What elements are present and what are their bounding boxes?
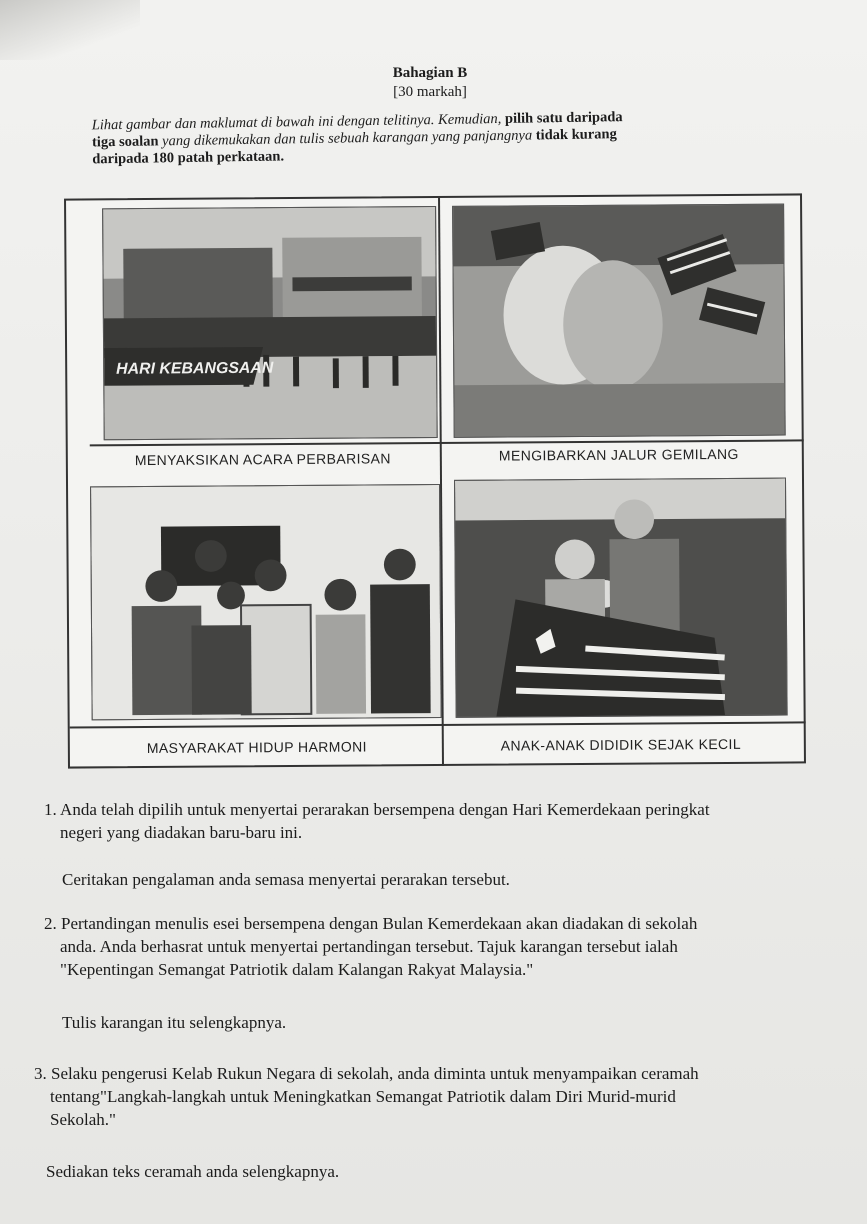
section-title: Bahagian B <box>392 65 468 81</box>
caption-parade: MENYAKSIKAN ACARA PERBARISAN <box>134 450 391 469</box>
flag-waving-photo <box>453 205 785 437</box>
question-2-instruction: Tulis karangan itu selengkapnya. <box>62 1013 287 1032</box>
caption-flag-waving: MENGIBARKAN JALUR GEMILANG <box>498 445 739 464</box>
parade-photo <box>103 207 437 439</box>
picture-flag-waving <box>452 204 786 438</box>
instructions-line-3: daripada 180 patah perkataan. <box>92 148 285 168</box>
instructions-bold-1: pilih satu daripada <box>501 109 623 127</box>
question-1-line-1: 1. Anda telah dipilih untuk menyertai perarakan bersempena dengan Hari Kemerdekaan peringkat <box>44 800 710 819</box>
question-3-line-2: tentang"Langkah-langkah untuk Meningkatkan Semangat Patriotik dalam Diri Murid-murid <box>50 1087 676 1106</box>
question-1 <box>44 798 834 844</box>
harmony-photo <box>91 485 441 719</box>
caption-divider-bottom <box>70 721 806 728</box>
caption-harmony: MASYARAKAT HIDUP HARMONI <box>146 738 367 757</box>
picture-grid <box>64 193 806 768</box>
question-2-line-1: 2. Pertandingan menulis esei bersempena dengan Bulan Kemerdekaan akan diadakan di sekolah <box>44 914 698 933</box>
question-2 <box>44 912 834 981</box>
section-header <box>300 64 560 102</box>
question-3-line-1: 3. Selaku pengerusi Kelab Rukun Negara di sekolah, anda diminta untuk menyampaikan ceramah <box>34 1064 699 1083</box>
picture-family <box>454 478 788 718</box>
question-1-line-2: negeri yang diadakan baru-baru ini. <box>60 823 303 842</box>
question-2-line-3: "Kepentingan Semangat Patriotik dalam Kalangan Rakyat Malaysia." <box>60 960 534 979</box>
picture-harmony <box>90 484 442 720</box>
parade-banner-text: HARI KEBANGSAAN <box>116 359 274 378</box>
instructions-bold-2: tiga soalan <box>91 133 159 151</box>
instructions-italic-2: yang dikemukakan dan tulis sebuah karangan yang panjangnya <box>158 127 533 150</box>
section-marks: [30 markah] <box>393 84 467 100</box>
question-3 <box>34 1062 824 1131</box>
picture-parade <box>102 206 438 440</box>
page-corner-shadow <box>0 0 140 60</box>
question-3-line-3: Sekolah." <box>50 1110 116 1129</box>
question-2-line-2: anda. Anda berhasrat untuk menyertai pertandingan tersebut. Tajuk karangan tersebut ialah <box>60 937 678 956</box>
instructions-bold-3: tidak kurang <box>532 126 617 144</box>
instructions-italic-1: Lihat gambar dan maklumat di bawah ini dengan telitinya. Kemudian, <box>91 110 502 134</box>
family-photo <box>455 479 787 717</box>
instructions-paragraph <box>92 107 783 169</box>
question-1-instruction: Ceritakan pengalaman anda semasa menyertai perarakan tersebut. <box>62 870 510 889</box>
caption-family: ANAK-ANAK DIDIDIK SEJAK KECIL <box>500 735 742 754</box>
question-3-instruction: Sediakan teks ceramah anda selengkapnya. <box>46 1162 340 1181</box>
